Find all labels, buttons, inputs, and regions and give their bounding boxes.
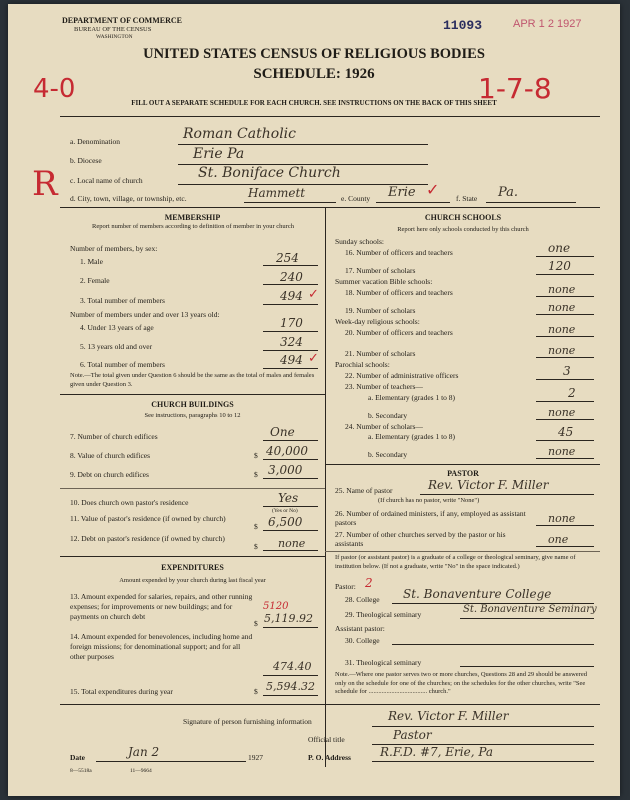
- church-name-value: St. Boniface Church: [198, 165, 341, 181]
- county-value: Erie: [388, 185, 416, 200]
- date-label: Date: [70, 753, 85, 762]
- q8-line: [263, 459, 318, 460]
- q1-label: 1. Male: [80, 257, 103, 266]
- buildings-subhead: See instructions, paragraphs 10 to 12: [144, 412, 241, 419]
- q18-label: 18. Number of officers and teachers: [345, 288, 453, 297]
- q15-value: 5,594.32: [266, 680, 315, 693]
- q17-value: 120: [548, 259, 571, 273]
- q24b-line: [536, 458, 594, 459]
- q20-label: 20. Number of officers and teachers: [345, 328, 453, 337]
- membership-heading: MEMBERSHIP: [164, 213, 221, 222]
- census-form: [8, 4, 620, 796]
- q14-line: [263, 675, 318, 676]
- membership-note: Note.—The total given under Question 6 should be the same as the total of males and females given under Question 3.: [70, 372, 315, 388]
- vacation-schools-label: Summer vacation Bible schools:: [335, 277, 433, 286]
- q13-value: 5,119.92: [264, 612, 313, 625]
- denomination-line: [178, 144, 428, 145]
- header-rule: [60, 116, 600, 117]
- q23b-label: b. Secondary: [368, 411, 408, 420]
- pastor-heading: PASTOR: [447, 469, 479, 478]
- q27-value: one: [548, 533, 569, 546]
- q22-line: [536, 379, 594, 380]
- q27-line: [536, 546, 594, 547]
- q23b-value: none: [548, 406, 576, 419]
- expenditures-heading: EXPENDITURES: [161, 563, 224, 572]
- q17-line: [536, 274, 594, 275]
- q7-line: [263, 440, 318, 441]
- address-line: [372, 761, 594, 762]
- q24b-value: none: [548, 445, 576, 458]
- signature-line: [372, 726, 594, 727]
- column-divider: [325, 207, 326, 767]
- diocese-value: Erie Pa: [193, 146, 245, 162]
- form-code-2: 11—9664: [130, 768, 152, 774]
- q6-line: [263, 368, 318, 369]
- city-line: [244, 202, 336, 203]
- denomination-label: a. Denomination: [70, 137, 120, 146]
- q11-line: [263, 530, 318, 531]
- q28-label: 28. College: [345, 595, 380, 604]
- q16-label: 16. Number of officers and teachers: [345, 248, 453, 257]
- q29-value: St. Bonaventure Seminary: [463, 604, 597, 615]
- q30-label: 30. College: [345, 636, 380, 645]
- q10-value: Yes: [278, 491, 299, 505]
- address-value: R.F.D. #7, Erie, Pa: [380, 745, 494, 759]
- q1-line: [263, 265, 318, 266]
- q25-label: 25. Name of pastor: [335, 486, 393, 495]
- q11-value: 6,500: [268, 515, 303, 529]
- q21-label: 21. Number of scholars: [345, 349, 416, 358]
- q24a-line: [536, 440, 594, 441]
- q2-line: [263, 284, 318, 285]
- official-title-label: Official title: [308, 735, 345, 744]
- annotation-r-mark: R: [32, 164, 58, 204]
- q15-dollar: $: [254, 687, 258, 696]
- q18-value: none: [548, 283, 576, 296]
- q24a-label: a. Elementary (grades 1 to 8): [368, 432, 456, 441]
- q21-value: none: [548, 344, 576, 357]
- q16-value: one: [548, 241, 571, 255]
- signature-value: Rev. Victor F. Miller: [388, 709, 509, 723]
- instruction-line: FILL OUT A SEPARATE SCHEDULE FOR EACH CHURCH. SEE INSTRUCTIONS ON THE BACK OF THIS SHEET: [131, 99, 497, 107]
- date-year: 1927: [248, 753, 263, 762]
- parochial-schools-label: Parochial schools:: [335, 360, 390, 369]
- q23a-value: 2: [568, 386, 576, 400]
- state-value: Pa.: [498, 185, 519, 200]
- schools-heading: CHURCH SCHOOLS: [424, 213, 502, 222]
- state-line: [486, 202, 576, 203]
- church-name-label: c. Local name of church: [70, 176, 143, 185]
- buildings-rule: [60, 394, 325, 395]
- q22-label: 22. Number of administrative officers: [345, 371, 459, 380]
- q23-label: 23. Number of teachers—: [345, 382, 423, 391]
- date-line: [96, 761, 246, 762]
- q31-label: 31. Theological seminary: [345, 658, 422, 667]
- weekday-schools-label: Week-day religious schools:: [335, 317, 420, 326]
- q13-line: [263, 627, 318, 628]
- q8-dollar: $: [254, 451, 258, 460]
- date-value: Jan 2: [128, 745, 160, 759]
- annotation-right-code: 1-7-8: [478, 72, 552, 105]
- q7-label: 7. Number of church edifices: [70, 432, 158, 441]
- q25-value: Rev. Victor F. Miller: [428, 478, 549, 492]
- q26-value: none: [548, 512, 576, 525]
- graduate-note: If pastor (or assistant pastor) is a graduate of a college or theological seminary, give name of institution below. (If not a graduate, write "No" in the space indicated.): [335, 554, 576, 570]
- q5-label: 5. 13 years old and over: [80, 342, 153, 351]
- q23a-line: [536, 401, 594, 402]
- signature-label: Signature of person furnishing information: [183, 717, 312, 726]
- q30-line: [392, 644, 594, 645]
- county-label: e. County: [341, 194, 371, 203]
- q9-line: [263, 478, 318, 479]
- q13-label: 13. Amount expended for salaries, repairs, and other running expenses; for improvements or new buildings; and for payments on church debt: [70, 592, 253, 621]
- official-title-value: Pastor: [393, 728, 432, 742]
- q8-value: 40,000: [266, 444, 308, 458]
- expenditures-rule: [60, 556, 325, 557]
- q13-dollar: $: [254, 619, 258, 628]
- bureau-city: WASHINGTON: [96, 34, 133, 40]
- address-label: P. O. Address: [308, 753, 351, 762]
- pastor-red-mark: 2: [365, 576, 373, 590]
- q23b-line: [536, 419, 594, 420]
- q21-line: [536, 357, 594, 358]
- q1-value: 254: [276, 251, 299, 265]
- q9-separator: [60, 488, 325, 489]
- final-note: Note.—Where one pastor serves two or more churches, Questions 28 and 29 should be answered only on the schedule for one of the churches; on the schedules for the other churches, write "See schedule for .................................... church.": [335, 671, 587, 695]
- q8-label: 8. Value of church edifices: [70, 451, 151, 460]
- q25-line: [420, 494, 594, 495]
- denomination-value: Roman Catholic: [183, 126, 296, 142]
- yes-no-hint: (Yes or No): [272, 508, 298, 514]
- form-title: UNITED STATES CENSUS OF RELIGIOUS BODIES: [143, 46, 485, 62]
- q26-line: [536, 525, 594, 526]
- bureau-name: BUREAU OF THE CENSUS: [74, 26, 152, 33]
- q28-value: St. Bonaventure College: [403, 587, 552, 601]
- q6-check-mark: ✓: [308, 351, 319, 366]
- q24a-value: 45: [558, 425, 574, 439]
- buildings-heading: CHURCH BUILDINGS: [151, 400, 234, 409]
- q9-label: 9. Debt on church edifices: [70, 470, 149, 479]
- state-label: f. State: [456, 194, 478, 203]
- q2-value: 240: [280, 270, 303, 284]
- q12-dollar: $: [254, 542, 258, 551]
- annotation-left-code: 4-0: [33, 74, 76, 104]
- q11-label: 11. Value of pastor's residence (if owned by church): [70, 514, 226, 523]
- q20-value: none: [548, 323, 576, 336]
- form-code: 8—5518a: [70, 768, 92, 774]
- q31-line: [460, 666, 594, 667]
- pastor-rule: [325, 464, 600, 465]
- q27-label: 27. Number of other churches served by the pastor or his assistants: [335, 530, 506, 548]
- q12-value: none: [278, 537, 306, 550]
- pastor-subhead: Pastor:: [335, 582, 356, 591]
- q19-value: none: [548, 301, 576, 314]
- q4-value: 170: [280, 316, 303, 330]
- section-rule-top: [60, 207, 600, 208]
- q12-label: 12. Debt on pastor's residence (if owned by church): [70, 534, 225, 543]
- county-line: [376, 202, 450, 203]
- q13-red-note: 5120: [263, 601, 289, 612]
- q16-line: [536, 256, 594, 257]
- q20-line: [536, 336, 594, 337]
- expenditures-subhead: Amount expended by your church during last fiscal year: [119, 577, 266, 584]
- q15-line: [263, 695, 318, 696]
- city-value: Hammett: [248, 186, 306, 200]
- q12-line: [263, 550, 318, 551]
- city-label: d. City, town, village, or township, etc.: [70, 194, 187, 203]
- q25-note: (If church has no pastor, write "None"): [378, 497, 480, 504]
- county-check-mark: ✓: [426, 180, 440, 199]
- q17-label: 17. Number of scholars: [345, 266, 416, 275]
- q14-label: 14. Amount expended for benevolences, including home and foreign missions; for denominational support; and for all other purposes: [70, 632, 253, 661]
- assistant-pastor-subhead: Assistant pastor:: [335, 624, 385, 633]
- q24b-label: b. Secondary: [368, 450, 408, 459]
- q6-label: 6. Total number of members: [80, 360, 165, 369]
- q4-line: [263, 331, 318, 332]
- q3-value: 494: [280, 289, 303, 303]
- footer-rule: [60, 704, 600, 705]
- q29-line: [460, 618, 594, 619]
- q7-value: One: [270, 425, 295, 439]
- q29-label: 29. Theological seminary: [345, 610, 422, 619]
- q5-value: 324: [280, 335, 303, 349]
- q2-label: 2. Female: [80, 276, 110, 285]
- sunday-schools-label: Sunday schools:: [335, 237, 384, 246]
- received-date-stamp: APR 1 2 1927: [513, 18, 582, 30]
- q10-line: [263, 506, 318, 507]
- q9-value: 3,000: [268, 463, 303, 477]
- q22-value: 3: [563, 364, 571, 378]
- q14-value: 474.40: [273, 660, 312, 673]
- q26-label: 26. Number of ordained ministers, if any, employed as assistant pastors: [335, 509, 526, 527]
- form-number: 11093: [443, 18, 483, 33]
- q23a-label: a. Elementary (grades 1 to 8): [368, 393, 456, 402]
- schools-subhead: Report here only schools conducted by this church: [397, 226, 529, 233]
- diocese-label: b. Diocese: [70, 156, 102, 165]
- grad-separator: [325, 551, 600, 552]
- q19-line: [536, 314, 594, 315]
- q3-check-mark: ✓: [308, 287, 319, 302]
- age-heading: Number of members under and over 13 years old:: [70, 310, 220, 319]
- q3-line: [263, 304, 318, 305]
- q6-value: 494: [280, 353, 303, 367]
- q11-dollar: $: [254, 522, 258, 531]
- q24-label: 24. Number of scholars—: [345, 422, 423, 431]
- q19-label: 19. Number of scholars: [345, 306, 416, 315]
- q3-label: 3. Total number of members: [80, 296, 165, 305]
- q9-dollar: $: [254, 470, 258, 479]
- members-by-sex-label: Number of members, by sex:: [70, 244, 158, 253]
- membership-subhead: Report number of members according to definition of member in your church: [92, 223, 294, 230]
- q18-line: [536, 296, 594, 297]
- q15-label: 15. Total expenditures during year: [70, 687, 173, 696]
- department-name: DEPARTMENT OF COMMERCE: [62, 16, 183, 25]
- q10-label: 10. Does church own pastor's residence: [70, 498, 189, 507]
- q4-label: 4. Under 13 years of age: [80, 323, 154, 332]
- schedule-title: SCHEDULE: 1926: [253, 66, 375, 82]
